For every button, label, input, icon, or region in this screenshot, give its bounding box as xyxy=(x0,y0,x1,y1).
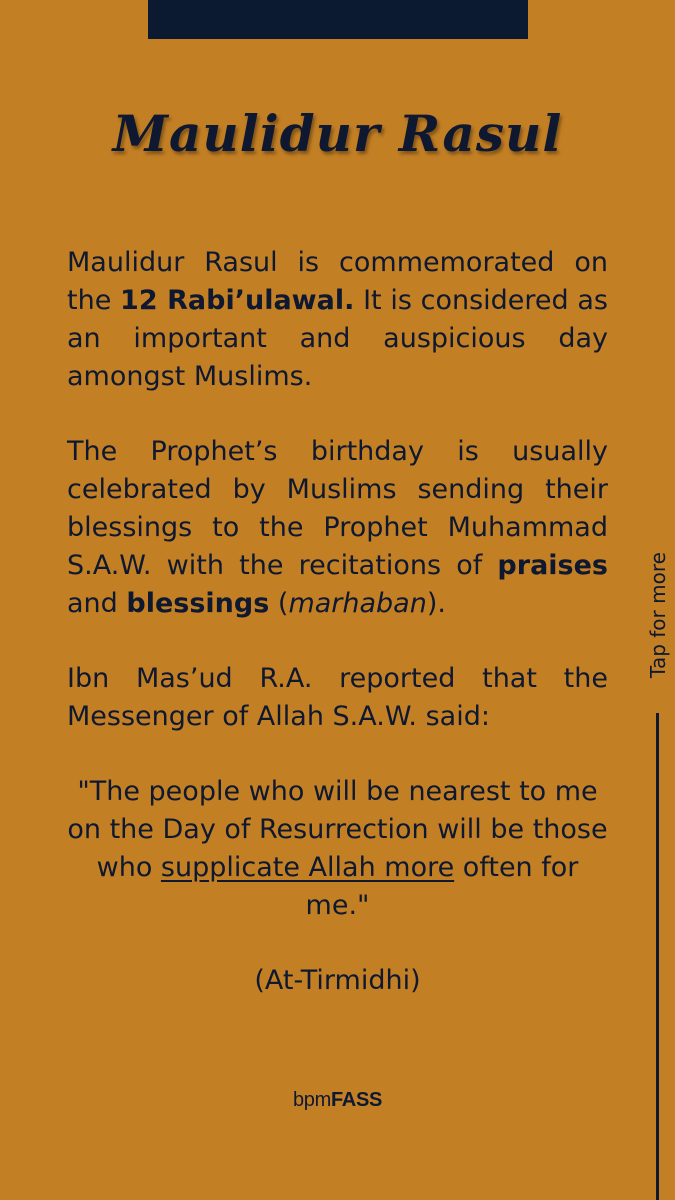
quote-underlined-phrase: supplicate Allah more xyxy=(160,852,455,883)
brand-logo xyxy=(0,1089,675,1112)
marhaban-term: marhaban xyxy=(288,588,427,619)
intro-text-end: It is considered as an important and auspicious day amongst Muslims. xyxy=(67,285,608,392)
intro-paragraph xyxy=(67,244,608,396)
date-highlight: 12 Rabi’ulawal. xyxy=(120,285,355,316)
hadith-quote xyxy=(67,773,608,925)
narration-paragraph: Ibn Mas’ud R.A. reported that the Messenger of Allah S.A.W. said: xyxy=(67,663,608,732)
tap-for-more-label[interactable]: Tap for more xyxy=(646,552,670,678)
celebration-paragraph xyxy=(67,433,608,623)
page-title: Maulidur Rasul xyxy=(112,104,563,163)
paren-close: ). xyxy=(426,588,446,619)
article-body xyxy=(67,244,608,1000)
brand-prefix: bpm xyxy=(292,1089,331,1111)
quote-text-start: "The people who will be nearest to me on the Day of Resurrection will be those who xyxy=(67,776,608,883)
intro-text-start: Maulidur Rasul is commemorated on the xyxy=(67,247,608,316)
top-banner-bar xyxy=(148,0,528,39)
hadith-source: (At-Tirmidhi) xyxy=(254,965,421,996)
side-divider-line xyxy=(656,713,659,1200)
blessings-highlight: blessings xyxy=(126,588,270,619)
quote-text-end: often for me." xyxy=(305,852,579,921)
paren-open: ( xyxy=(269,588,289,619)
praises-highlight: praises xyxy=(497,550,608,581)
and-text: and xyxy=(67,588,127,619)
brand-strong: FASS xyxy=(330,1089,383,1111)
celebration-text-start: The Prophet’s birthday is usually celebrated by Muslims sending their blessings to the Prophet Muhammad S.A.W. with the recitations of xyxy=(67,436,608,581)
